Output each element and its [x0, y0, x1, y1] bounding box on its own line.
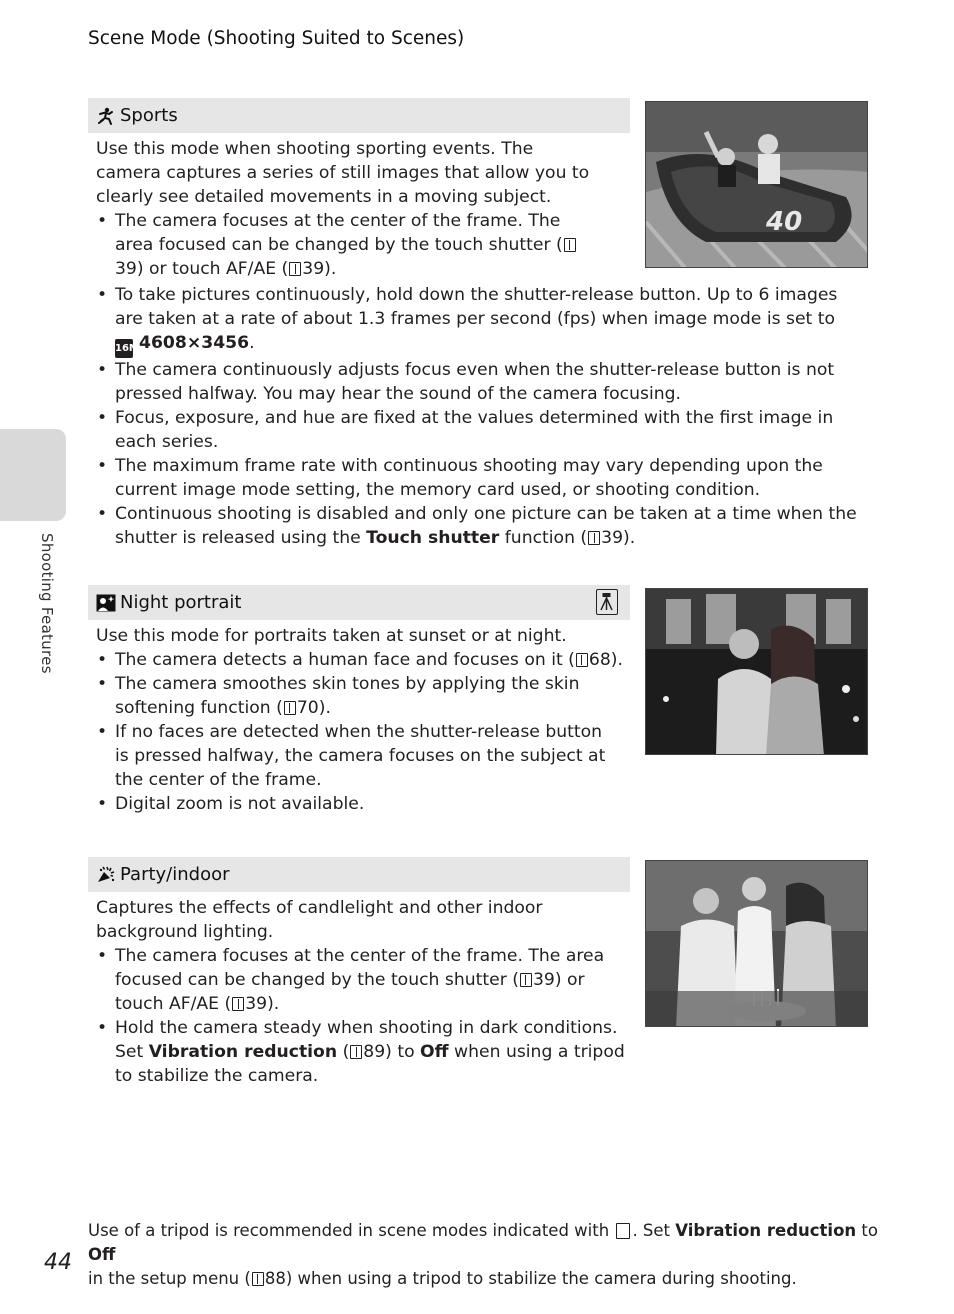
- image-mode-16m-icon: 16M: [115, 339, 133, 358]
- page-ref-icon: [588, 531, 600, 545]
- list-item: • To take pictures continuously, hold down the shutter-release button. Up to 6 images are taken at a rate of about 1.3 frames per second (fps) when image mode is set to 16M4608×3456.: [96, 283, 861, 358]
- page-ref-icon: [289, 262, 301, 276]
- night-intro: Use this mode for portraits taken at sunset or at night.: [96, 626, 567, 646]
- sports-intro: Use this mode when shooting sporting events. The camera captures a series of still images that allow you to clearly see detailed movements in a moving subject.: [96, 139, 590, 207]
- list-item: • Continuous shooting is disabled and only one picture can be taken at a time when the shutter is released using the Touch shutter function ( 39).: [96, 502, 861, 550]
- night-portrait-icon: [96, 594, 116, 612]
- list-item: • The camera detects a human face and focuses on it ( 68).: [96, 648, 636, 672]
- tripod-icon: [596, 589, 618, 615]
- side-tab: [0, 429, 66, 521]
- page-ref-icon: [520, 973, 532, 987]
- list-item: • If no faces are detected when the shutter-release button is pressed halfway, the camera focuses on the subject at the center of the frame.: [96, 720, 615, 792]
- page-ref-icon: [350, 1045, 362, 1059]
- list-item: • The maximum frame rate with continuous shooting may vary depending upon the current image mode setting, the memory card used, or shooting condition.: [96, 454, 861, 502]
- section-heading-sports: [88, 98, 630, 133]
- list-item: • Hold the camera steady when shooting in dark conditions. Set Vibration reduction ( 89) to Off when using a tripod to stabilize the camera.: [96, 1016, 626, 1088]
- section-title: Sports: [120, 105, 178, 126]
- page-ref-icon: [284, 701, 296, 715]
- footer-note: Use of a tripod is recommended in scene modes indicated with . Set Vibration reduction to Off in the setup menu ( 88) when using a tripod to stabilize the camera during shooting.: [88, 1221, 878, 1288]
- night-portrait-text: [96, 624, 636, 816]
- section-title: Party/indoor: [120, 864, 230, 885]
- page-header: Scene Mode (Shooting Suited to Scenes): [88, 28, 465, 49]
- page-number: 44: [44, 1250, 72, 1275]
- section-heading-party-indoor: [88, 857, 630, 892]
- party-indoor-text: [96, 896, 626, 1088]
- night-portrait-photo: [645, 588, 868, 755]
- kart-number: 40: [766, 207, 803, 237]
- party-indoor-icon: [96, 866, 116, 884]
- list-item: • The camera focuses at the center of the frame. The area focused can be changed by the touch shutter (39) or touch AF/AE ( 39).: [96, 209, 596, 281]
- list-item: • The camera continuously adjusts focus even when the shutter-release button is not pressed halfway. You may hear the sound of the camera focusing.: [96, 358, 861, 406]
- list-item: • Digital zoom is not available.: [96, 792, 636, 816]
- page-ref-icon: [232, 997, 244, 1011]
- side-tab-label: Shooting Features: [38, 533, 56, 674]
- section-title: Night portrait: [120, 592, 242, 613]
- tripod-icon: [616, 1223, 630, 1239]
- page-ref-icon: [564, 238, 576, 252]
- party-indoor-photo: [645, 860, 868, 1027]
- party-intro: Captures the effects of candlelight and other indoor background lighting.: [96, 898, 543, 942]
- sports-runner-icon: [96, 107, 116, 125]
- sports-list-narrow: [96, 209, 596, 281]
- section-heading-night-portrait: [88, 585, 630, 620]
- list-item: • Focus, exposure, and hue are fixed at the values determined with the first image in each series.: [96, 406, 861, 454]
- sports-list-wide: [96, 283, 861, 550]
- list-item: • The camera smoothes skin tones by applying the skin softening function ( 70).: [96, 672, 585, 720]
- page-ref-icon: [252, 1272, 264, 1286]
- list-item: • The camera focuses at the center of the frame. The area focused can be changed by the touch shutter ( 39) or touch AF/AE ( 39).: [96, 944, 605, 1016]
- page-ref-icon: [576, 653, 588, 667]
- sports-text: [96, 137, 596, 209]
- sports-photo: [645, 101, 868, 268]
